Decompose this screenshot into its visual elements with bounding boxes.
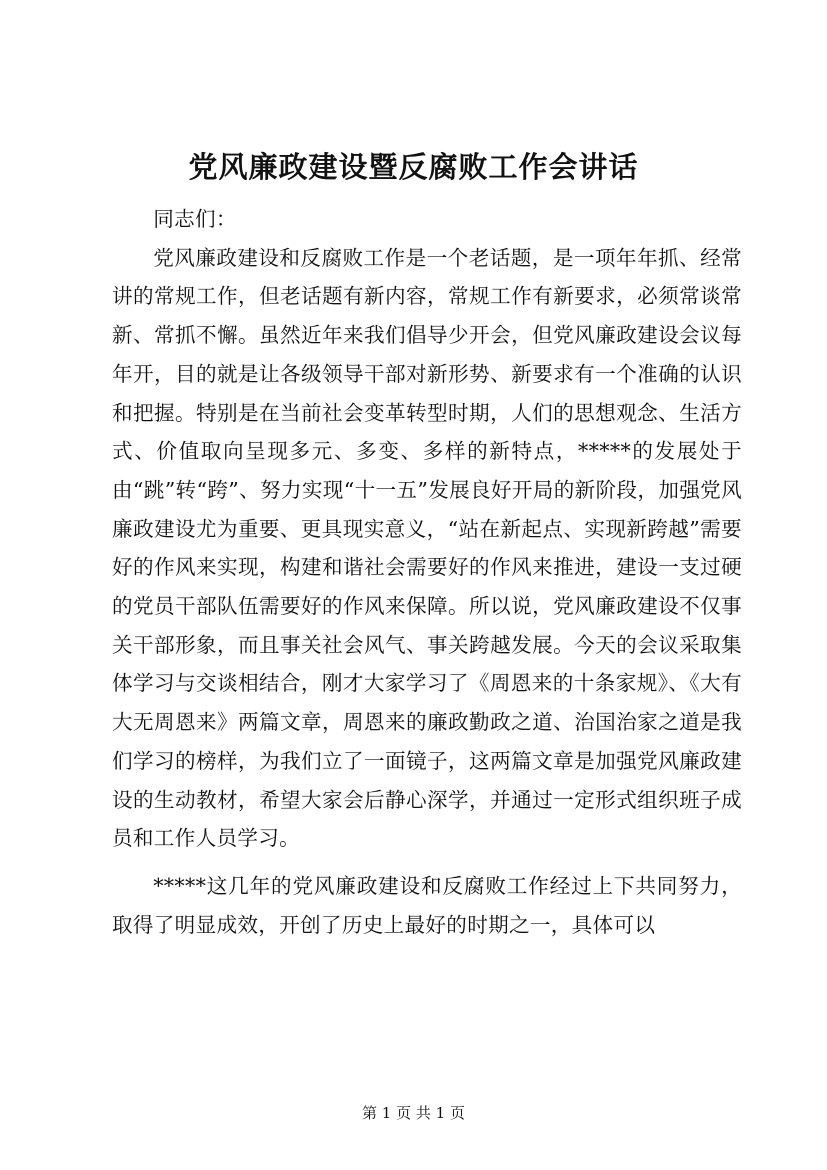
paragraph-1: 党风廉政建设和反腐败工作是一个老话题，是一项年年抓、经常讲的常规工作，但老话题有新内容，常规工作有新要求，必须常谈常新、常抓不懈。虽然近年来我们倡导少开会，但党风廉政建设会议每年开，目的就是让各级领导干部对新形势、新要求有一个准确的认识和把握。特别是在当前社会变革转型时期，人们的思想观念、生活方式、价值取向呈现多元、多变、多样的新特点，*****的发展处于由“跳”转“跨”、努力实现“十一五”发展良好开局的新阶段，加强党风廉政建设尤为重要、更具现实意义，“站在新起点、实现新跨越”需要好的作风来实现，构建和谐社会需要好的作风来推进，建设一支过硬的党员干部队伍需要好的作风来保障。所以说，党风廉政建设不仅事关干部形象，而且事关社会风气、事关跨越发展。今天的会议采取集体学习与交谈相结合，刚才大家学习了《周恩来的十条家规》、《大有大无周恩来》两篇文章，周恩来的廉政勤政之道、治国治家之道是我们学习的榜样，为我们立了一面镜子，这两篇文章是加强党风廉政建设的生动教材，希望大家会后静心深学，并通过一定形式组织班子成员和工作人员学习。 (112, 245, 742, 851)
paragraph-2: *****这几年的党风廉政建设和反腐败工作经过上下共同努力，取得了明显成效，开创了历史上最好的时期之一，具体可以 (112, 873, 742, 937)
document-title: 党风廉政建设暨反腐败工作会讲话 (188, 150, 639, 184)
salutation: 同志们： (153, 207, 237, 231)
document-body (112, 200, 742, 944)
page-footer: 第 1 页 共 1 页 (362, 1104, 465, 1122)
